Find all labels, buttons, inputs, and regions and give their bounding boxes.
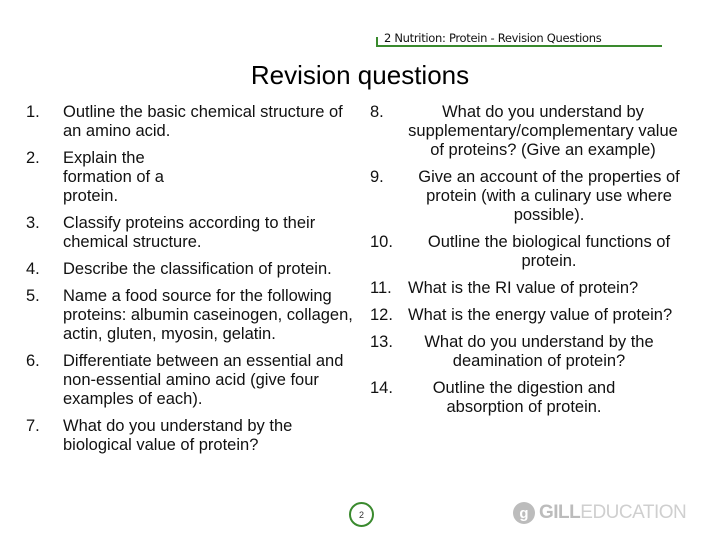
question-text: Describe the classification of protein. bbox=[63, 260, 332, 278]
logo-education-text: EDUCATION bbox=[580, 502, 687, 523]
question-text: Give an account of the properties of protein (with a culinary use where possible). bbox=[418, 168, 680, 224]
question-number: 7. bbox=[26, 417, 40, 435]
question-text: Name a food source for the following proteins: albumin caseinogen, collagen, actin, gluten, myosin, gelatin. bbox=[63, 287, 353, 343]
question-number: 5. bbox=[26, 287, 40, 305]
question-text: What do you understand by the deamination of protein? bbox=[424, 333, 654, 370]
question-number: 3. bbox=[26, 214, 40, 232]
question-number: 11. bbox=[370, 279, 392, 297]
page-number-badge: 2 bbox=[349, 502, 374, 527]
question-text: What is the energy value of protein? bbox=[408, 306, 673, 324]
question-text: Differentiate between an essential and non-essential amino acid (give four examples of each). bbox=[63, 352, 344, 408]
question-item bbox=[26, 103, 356, 141]
header-text: 2 Nutrition: Protein - Revision Questions bbox=[384, 31, 602, 45]
question-item bbox=[26, 260, 356, 279]
questions-right-column bbox=[370, 103, 690, 417]
question-item bbox=[370, 333, 690, 371]
question-item bbox=[370, 279, 690, 298]
question-item bbox=[370, 233, 690, 271]
question-text: What do you understand by supplementary/complementary value of proteins? (Give an example) bbox=[408, 103, 678, 159]
page-title: Revision questions bbox=[250, 60, 470, 90]
question-item bbox=[26, 352, 356, 409]
logo-gill-text: GILL bbox=[539, 502, 581, 523]
question-text: Explain the formation of a protein. bbox=[63, 149, 164, 205]
question-item bbox=[26, 149, 356, 206]
gill-logo-icon: g bbox=[513, 502, 535, 524]
question-text: What is the RI value of protein? bbox=[408, 279, 639, 297]
question-number: 10. bbox=[370, 233, 393, 251]
question-text: Outline the digestion and absorption of protein. bbox=[432, 379, 616, 416]
question-number: 6. bbox=[26, 352, 40, 370]
questions-left-column bbox=[26, 103, 356, 455]
question-item bbox=[370, 379, 690, 417]
question-item bbox=[26, 287, 356, 344]
question-item bbox=[26, 214, 356, 252]
question-number: 4. bbox=[26, 260, 40, 278]
question-number: 2. bbox=[26, 149, 40, 167]
question-item bbox=[370, 103, 690, 160]
question-text: Classify proteins according to their chemical structure. bbox=[63, 214, 316, 251]
question-number: 14. bbox=[370, 379, 393, 397]
question-text: Outline the basic chemical structure of an amino acid. bbox=[63, 103, 343, 140]
question-number: 9. bbox=[370, 168, 384, 186]
gill-education-logo bbox=[513, 502, 686, 524]
question-number: 1. bbox=[26, 103, 40, 121]
question-text: Outline the biological functions of protein. bbox=[427, 233, 671, 270]
question-item bbox=[370, 168, 690, 225]
question-text: What do you understand by the biological value of protein? bbox=[63, 417, 293, 454]
question-item bbox=[26, 417, 356, 455]
question-number: 13. bbox=[370, 333, 393, 351]
question-number: 8. bbox=[370, 103, 384, 121]
question-number: 12. bbox=[370, 306, 393, 324]
question-item bbox=[370, 306, 690, 325]
